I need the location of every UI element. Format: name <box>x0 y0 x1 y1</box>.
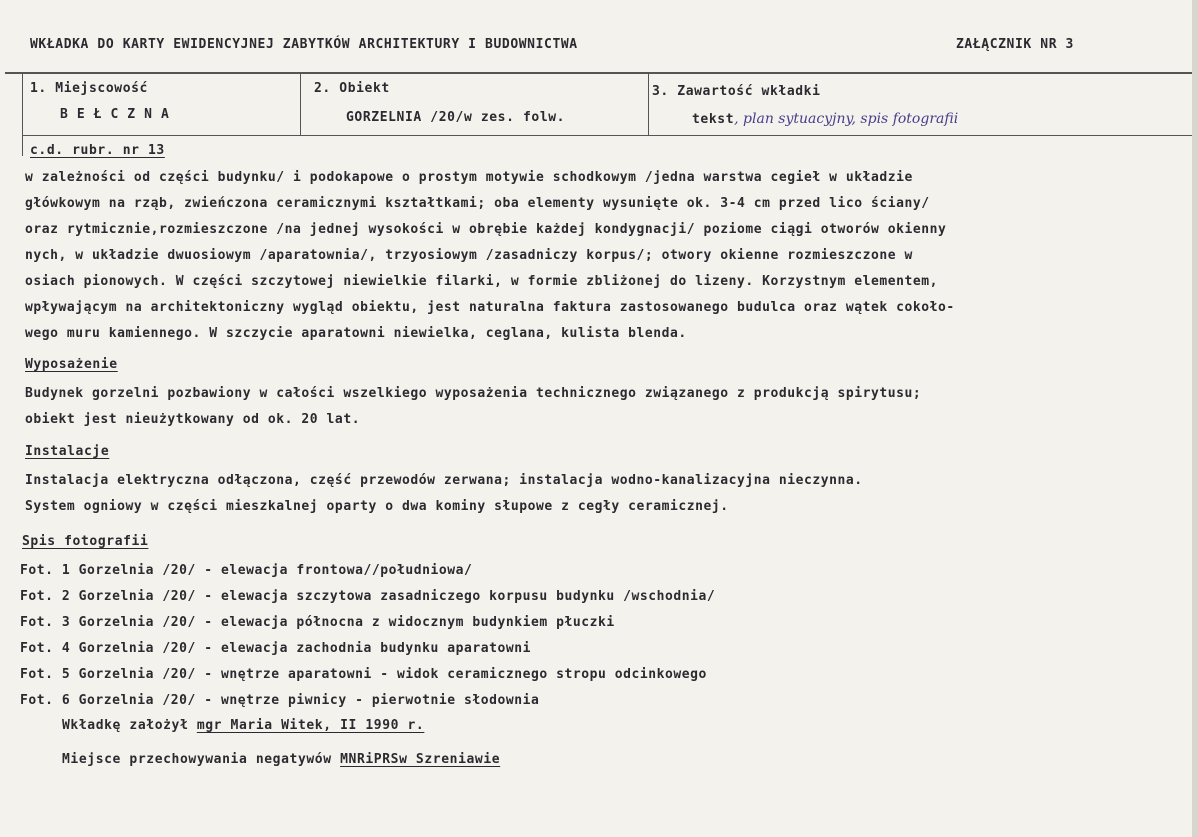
text-line: obiekt jest nieużytkowany od ok. 20 lat. <box>25 412 361 427</box>
installations-heading: Instalacje <box>25 444 110 459</box>
equipment-heading: Wyposażenie <box>25 357 118 372</box>
text-line: w zależności od części budynku/ i podokapowe o prostym motywie schodkowym /jedna warstwa cegieł w układzie <box>25 170 913 185</box>
content-handwritten: , plan sytuacyjny, spis fotografii <box>734 111 959 127</box>
created-prefix: Wkładkę założył <box>62 718 197 733</box>
text-line: oraz rytmicznie,rozmieszczone /na jednej wysokości w obrębie każdej kondygnacji/ poziome ciągi otworów okienny <box>25 222 947 237</box>
content-typed: tekst <box>692 112 735 127</box>
field-border-left <box>22 74 23 136</box>
photo-item: Fot. 1 Gorzelnia /20/ - elewacja frontowa//południowa/ <box>20 563 473 578</box>
object-value: GORZELNIA /20/w zes. folw. <box>346 110 566 125</box>
text-line: wpływającym na architektoniczny wygląd obiektu, jest naturalna faktura zastosowanego budulca oraz wątek cokoło- <box>25 300 955 315</box>
photo-item: Fot. 3 Gorzelnia /20/ - elewacja północna z widocznym budynkiem płuczki <box>20 615 615 630</box>
created-by: mgr Maria Witek, II 1990 r. <box>196 718 425 733</box>
object-label: 2. Obiekt <box>314 81 390 96</box>
fields-divider <box>22 135 1192 136</box>
photo-item: Fot. 5 Gorzelnia /20/ - wnętrze aparatowni - widok ceramicznego stropu odcinkowego <box>20 667 707 682</box>
body-border-left <box>22 136 23 156</box>
locality-label: 1. Miejscowość <box>30 81 148 96</box>
storage-prefix: Miejsce przechowywania negatywów <box>62 752 341 767</box>
card-edge <box>1192 0 1198 837</box>
photo-item: Fot. 2 Gorzelnia /20/ - elewacja szczytowa zasadniczego korpusu budynku /wschodnia/ <box>20 589 716 604</box>
locality-value: BEŁCZNA <box>60 107 178 122</box>
header-divider <box>5 72 1192 74</box>
attachment-number: ZAŁĄCZNIK NR 3 <box>956 37 1074 52</box>
photo-item: Fot. 4 Gorzelnia /20/ - elewacja zachodnia budynku aparatowni <box>20 641 531 656</box>
text-line: System ogniowy w części mieszkalnej oparty o dwa kominy słupowe z cegły ceramicznej. <box>25 499 729 514</box>
text-line: główkowym na rząb, zwieńczona ceramicznymi kształtkami; oba elementy wysunięte ok. 3-4 cm przed lico ściany/ <box>25 196 930 211</box>
photo-item: Fot. 6 Gorzelnia /20/ - wnętrze piwnicy - pierwotnie słodownia <box>20 693 540 708</box>
storage-line <box>62 752 500 767</box>
content-value <box>692 111 958 127</box>
text-line: Instalacja elektryczna odłączona, część przewodów zerwana; instalacja wodno-kanalizacyjna nieczynna. <box>25 473 863 488</box>
text-line: osiach pionowych. W części szczytowej niewielkie filarki, w formie zbliżonej do lizeny. Korzystnym elementem, <box>25 274 939 289</box>
storage-place: MNRiPRSw Szreniawie <box>340 752 501 767</box>
field-border-1 <box>300 74 301 136</box>
text-line: Budynek gorzelni pozbawiony w całości wszelkiego wyposażenia technicznego związanego z produkcją spirytusu; <box>25 386 922 401</box>
text-line: nych, w układzie dwuosiowym /aparatownia/, trzyosiowym /zasadniczy korpus/; otwory okienne rozmieszczone w <box>25 248 913 263</box>
photos-heading: Spis fotografii <box>22 534 149 549</box>
card-title: WKŁADKA DO KARTY EWIDENCYJNEJ ZABYTKÓW ARCHITEKTURY I BUDOWNICTWA <box>30 37 578 52</box>
content-label: 3. Zawartość wkładki <box>652 84 821 99</box>
continuation-heading: c.d. rubr. nr 13 <box>30 143 165 158</box>
created-by-line <box>62 718 424 733</box>
field-border-2 <box>648 74 649 136</box>
text-line: wego muru kamiennego. W szczycie aparatowni niewielka, ceglana, kulista blenda. <box>25 326 687 341</box>
